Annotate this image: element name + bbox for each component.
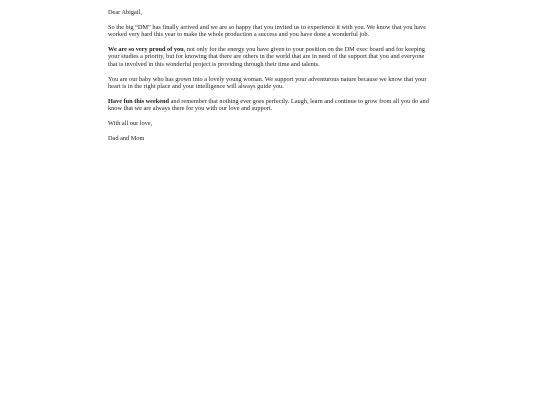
letter-paragraph-1: So the big “DM” has finally arrived and we are so happy that you invited us to experience it with you. We know that you have worked very hard this year to make the whole production a success and you have done a wonderful job. bbox=[108, 23, 426, 39]
letter-greeting: Dear Abigail, bbox=[108, 9, 142, 16]
letter-body bbox=[108, 9, 430, 150]
letter-paragraph-4 bbox=[108, 98, 430, 113]
letter-paragraph-2 bbox=[108, 46, 430, 68]
letter-closing: With all our love, bbox=[108, 120, 153, 128]
letter-signature: Dad and Mom bbox=[108, 134, 145, 142]
letter-paragraph-2-emphasis: We are so very proud of you bbox=[108, 46, 184, 53]
letter-paragraph-2-text: , not only for the energy you have given to your position on the DM exec board and for keeping your studies a priority, but for knowing that there are others in the world that are in need of the support that you and everyone that is involved in this wonderful project is providing through their time and talents. bbox=[108, 46, 425, 68]
letter-paragraph-4-emphasis: Have fun this weekend bbox=[108, 97, 170, 105]
letter-paragraph-4-text: and remember that nothing ever goes perfectly. Laugh, learn and continue to grow from all you do and know that we are always there for you with our love and support. bbox=[108, 97, 429, 113]
letter-paragraph-3: You are our baby who has grown into a lovely young woman. We support your adventurous nature because we know that your heart is in the right place and your intelligence will always guide you. bbox=[108, 75, 427, 91]
